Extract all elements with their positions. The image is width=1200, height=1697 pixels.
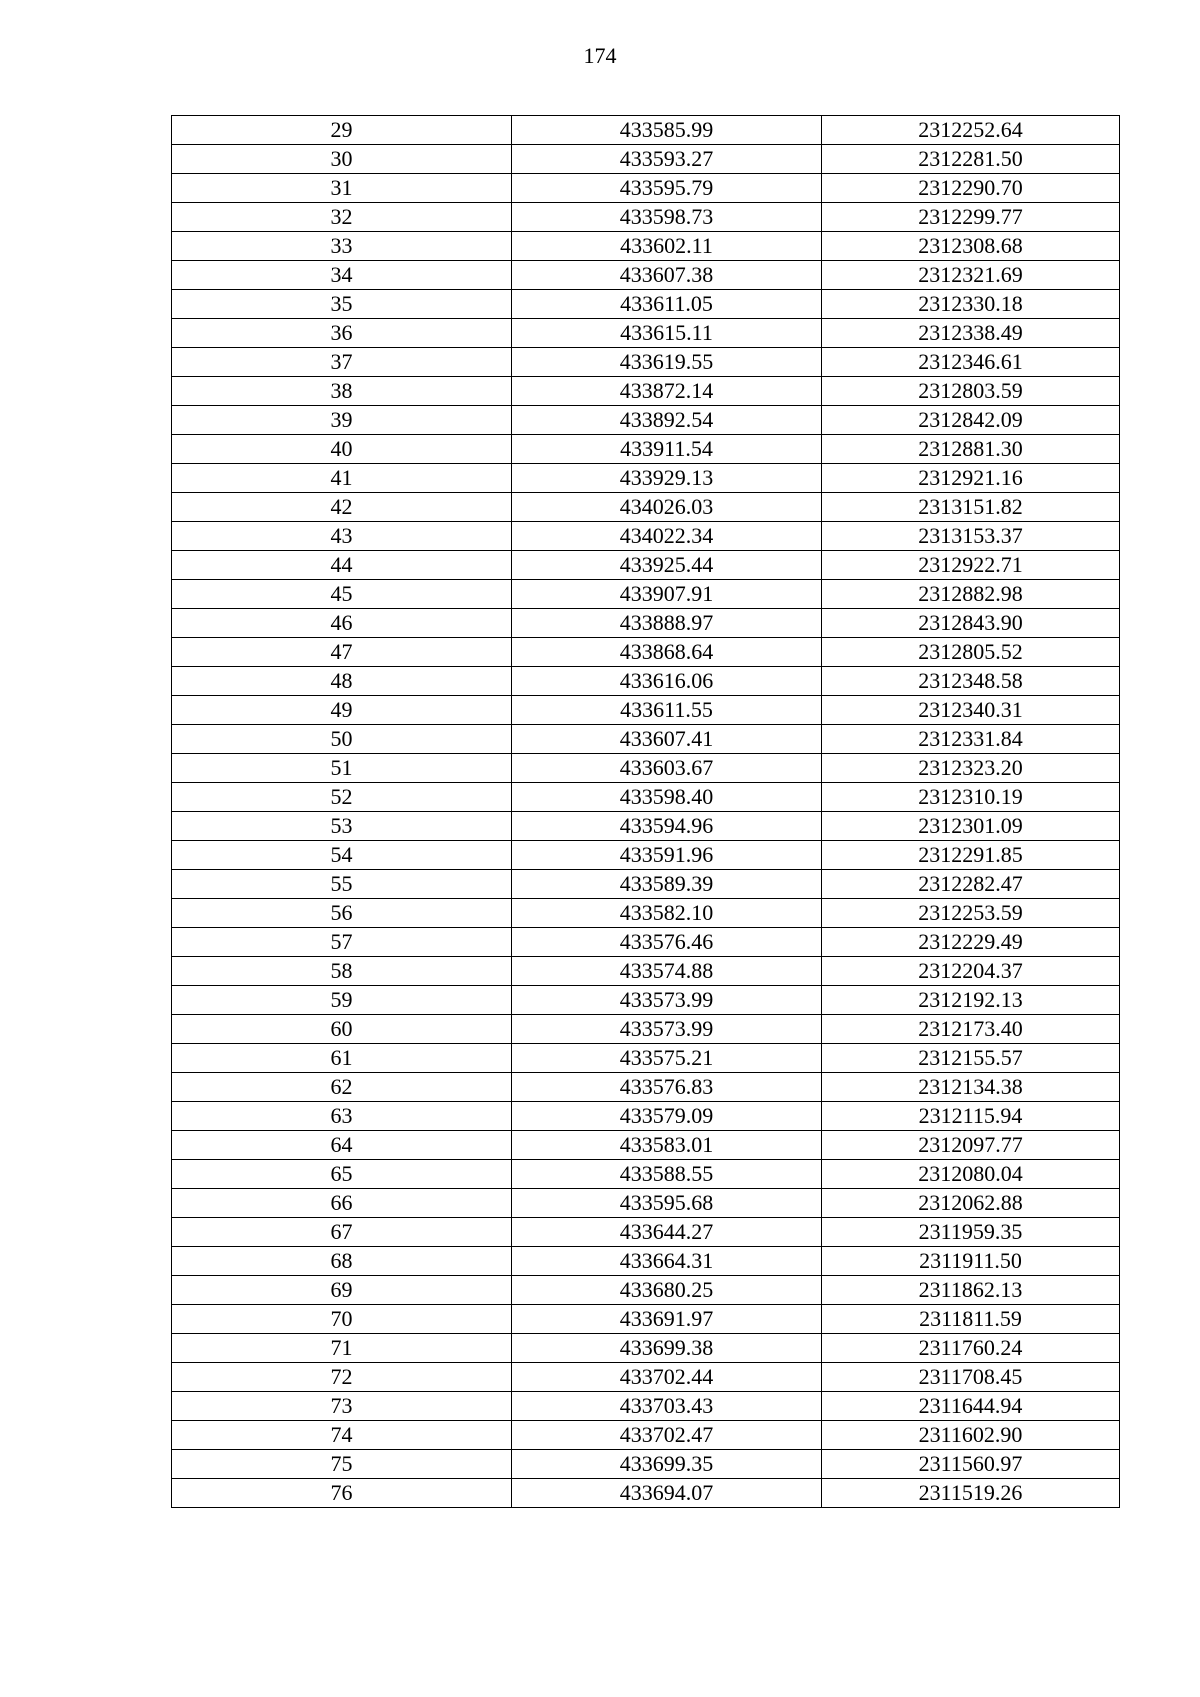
table-row [172,406,1120,435]
table-row [172,174,1120,203]
x-coordinate-cell: 433615.11 [512,319,822,348]
point-number-cell: 40 [172,435,512,464]
table-row [172,928,1120,957]
y-coordinate-cell: 2312080.04 [822,1160,1120,1189]
point-number-cell: 68 [172,1247,512,1276]
x-coordinate-cell: 433593.27 [512,145,822,174]
point-number-cell: 48 [172,667,512,696]
y-coordinate-cell: 2312134.38 [822,1073,1120,1102]
point-number-cell: 41 [172,464,512,493]
table-row [172,522,1120,551]
x-coordinate-cell: 433591.96 [512,841,822,870]
x-coordinate-cell: 433575.21 [512,1044,822,1073]
x-coordinate-cell: 433892.54 [512,406,822,435]
x-coordinate-cell: 433579.09 [512,1102,822,1131]
x-coordinate-cell: 433594.96 [512,812,822,841]
table-row [172,145,1120,174]
x-coordinate-cell: 433573.99 [512,986,822,1015]
y-coordinate-cell: 2312192.13 [822,986,1120,1015]
table-row [172,725,1120,754]
point-number-cell: 62 [172,1073,512,1102]
coordinates-table-body [172,116,1120,1508]
x-coordinate-cell: 433691.97 [512,1305,822,1334]
y-coordinate-cell: 2312252.64 [822,116,1120,145]
point-number-cell: 43 [172,522,512,551]
y-coordinate-cell: 2311760.24 [822,1334,1120,1363]
y-coordinate-cell: 2312921.16 [822,464,1120,493]
x-coordinate-cell: 433872.14 [512,377,822,406]
y-coordinate-cell: 2313153.37 [822,522,1120,551]
table-row [172,783,1120,812]
x-coordinate-cell: 433619.55 [512,348,822,377]
point-number-cell: 60 [172,1015,512,1044]
x-coordinate-cell: 433907.91 [512,580,822,609]
point-number-cell: 67 [172,1218,512,1247]
point-number-cell: 29 [172,116,512,145]
point-number-cell: 31 [172,174,512,203]
point-number-cell: 54 [172,841,512,870]
table-row [172,1305,1120,1334]
point-number-cell: 69 [172,1276,512,1305]
point-number-cell: 73 [172,1392,512,1421]
point-number-cell: 36 [172,319,512,348]
x-coordinate-cell: 433595.68 [512,1189,822,1218]
point-number-cell: 35 [172,290,512,319]
x-coordinate-cell: 433888.97 [512,609,822,638]
y-coordinate-cell: 2312882.98 [822,580,1120,609]
x-coordinate-cell: 433929.13 [512,464,822,493]
table-row [172,638,1120,667]
x-coordinate-cell: 433573.99 [512,1015,822,1044]
y-coordinate-cell: 2311644.94 [822,1392,1120,1421]
y-coordinate-cell: 2312340.31 [822,696,1120,725]
y-coordinate-cell: 2312173.40 [822,1015,1120,1044]
x-coordinate-cell: 433589.39 [512,870,822,899]
y-coordinate-cell: 2313151.82 [822,493,1120,522]
point-number-cell: 32 [172,203,512,232]
table-row [172,203,1120,232]
point-number-cell: 37 [172,348,512,377]
x-coordinate-cell: 433702.47 [512,1421,822,1450]
y-coordinate-cell: 2312321.69 [822,261,1120,290]
y-coordinate-cell: 2312229.49 [822,928,1120,957]
y-coordinate-cell: 2311959.35 [822,1218,1120,1247]
table-row [172,1479,1120,1508]
y-coordinate-cell: 2312331.84 [822,725,1120,754]
y-coordinate-cell: 2312290.70 [822,174,1120,203]
point-number-cell: 50 [172,725,512,754]
y-coordinate-cell: 2312805.52 [822,638,1120,667]
point-number-cell: 33 [172,232,512,261]
point-number-cell: 58 [172,957,512,986]
x-coordinate-cell: 433582.10 [512,899,822,928]
y-coordinate-cell: 2312922.71 [822,551,1120,580]
point-number-cell: 53 [172,812,512,841]
point-number-cell: 45 [172,580,512,609]
y-coordinate-cell: 2312155.57 [822,1044,1120,1073]
page-number: 174 [583,43,617,68]
x-coordinate-cell: 433576.83 [512,1073,822,1102]
point-number-cell: 72 [172,1363,512,1392]
y-coordinate-cell: 2311560.97 [822,1450,1120,1479]
point-number-cell: 42 [172,493,512,522]
point-number-cell: 47 [172,638,512,667]
table-row [172,1160,1120,1189]
x-coordinate-cell: 433602.11 [512,232,822,261]
y-coordinate-cell: 2311862.13 [822,1276,1120,1305]
table-row [172,116,1120,145]
table-row [172,609,1120,638]
table-row [172,754,1120,783]
x-coordinate-cell: 433574.88 [512,957,822,986]
y-coordinate-cell: 2312282.47 [822,870,1120,899]
y-coordinate-cell: 2312299.77 [822,203,1120,232]
x-coordinate-cell: 433911.54 [512,435,822,464]
point-number-cell: 75 [172,1450,512,1479]
y-coordinate-cell: 2312097.77 [822,1131,1120,1160]
table-row [172,464,1120,493]
y-coordinate-cell: 2312062.88 [822,1189,1120,1218]
x-coordinate-cell: 433699.35 [512,1450,822,1479]
table-row [172,377,1120,406]
table-row [172,812,1120,841]
point-number-cell: 56 [172,899,512,928]
table-row [172,348,1120,377]
y-coordinate-cell: 2312291.85 [822,841,1120,870]
point-number-cell: 46 [172,609,512,638]
x-coordinate-cell: 433588.55 [512,1160,822,1189]
point-number-cell: 34 [172,261,512,290]
table-row [172,1102,1120,1131]
point-number-cell: 66 [172,1189,512,1218]
y-coordinate-cell: 2312308.68 [822,232,1120,261]
table-row [172,1044,1120,1073]
y-coordinate-cell: 2311519.26 [822,1479,1120,1508]
table-row [172,696,1120,725]
table-row [172,1247,1120,1276]
x-coordinate-cell: 433583.01 [512,1131,822,1160]
table-row [172,870,1120,899]
x-coordinate-cell: 433703.43 [512,1392,822,1421]
y-coordinate-cell: 2312281.50 [822,145,1120,174]
table-row [172,841,1120,870]
point-number-cell: 57 [172,928,512,957]
y-coordinate-cell: 2312881.30 [822,435,1120,464]
table-row [172,1276,1120,1305]
y-coordinate-cell: 2311811.59 [822,1305,1120,1334]
table-row [172,551,1120,580]
table-row [172,290,1120,319]
x-coordinate-cell: 433576.46 [512,928,822,957]
y-coordinate-cell: 2312346.61 [822,348,1120,377]
point-number-cell: 52 [172,783,512,812]
point-number-cell: 70 [172,1305,512,1334]
point-number-cell: 49 [172,696,512,725]
point-number-cell: 59 [172,986,512,1015]
point-number-cell: 39 [172,406,512,435]
table-row [172,261,1120,290]
x-coordinate-cell: 433680.25 [512,1276,822,1305]
y-coordinate-cell: 2311708.45 [822,1363,1120,1392]
table-row [172,1334,1120,1363]
x-coordinate-cell: 433598.73 [512,203,822,232]
y-coordinate-cell: 2312301.09 [822,812,1120,841]
x-coordinate-cell: 433607.41 [512,725,822,754]
x-coordinate-cell: 433595.79 [512,174,822,203]
x-coordinate-cell: 433585.99 [512,116,822,145]
table-row [172,1450,1120,1479]
table-row [172,435,1120,464]
table-row [172,1073,1120,1102]
point-number-cell: 63 [172,1102,512,1131]
point-number-cell: 71 [172,1334,512,1363]
y-coordinate-cell: 2312348.58 [822,667,1120,696]
y-coordinate-cell: 2312803.59 [822,377,1120,406]
table-row [172,232,1120,261]
point-number-cell: 44 [172,551,512,580]
table-row [172,1131,1120,1160]
table-row [172,986,1120,1015]
y-coordinate-cell: 2312330.18 [822,290,1120,319]
x-coordinate-cell: 433702.44 [512,1363,822,1392]
x-coordinate-cell: 433603.67 [512,754,822,783]
table-row [172,493,1120,522]
x-coordinate-cell: 433598.40 [512,783,822,812]
table-row [172,1218,1120,1247]
point-number-cell: 38 [172,377,512,406]
x-coordinate-cell: 433694.07 [512,1479,822,1508]
table-row [172,319,1120,348]
point-number-cell: 55 [172,870,512,899]
table-row [172,1363,1120,1392]
point-number-cell: 65 [172,1160,512,1189]
point-number-cell: 61 [172,1044,512,1073]
x-coordinate-cell: 433699.38 [512,1334,822,1363]
y-coordinate-cell: 2312842.09 [822,406,1120,435]
y-coordinate-cell: 2312338.49 [822,319,1120,348]
x-coordinate-cell: 434022.34 [512,522,822,551]
x-coordinate-cell: 433925.44 [512,551,822,580]
y-coordinate-cell: 2311602.90 [822,1421,1120,1450]
x-coordinate-cell: 433607.38 [512,261,822,290]
y-coordinate-cell: 2312253.59 [822,899,1120,928]
x-coordinate-cell: 434026.03 [512,493,822,522]
table-row [172,1189,1120,1218]
x-coordinate-cell: 433611.55 [512,696,822,725]
x-coordinate-cell: 433868.64 [512,638,822,667]
y-coordinate-cell: 2312310.19 [822,783,1120,812]
coordinates-table [171,115,1120,1508]
x-coordinate-cell: 433616.06 [512,667,822,696]
y-coordinate-cell: 2312204.37 [822,957,1120,986]
table-row [172,1015,1120,1044]
y-coordinate-cell: 2312115.94 [822,1102,1120,1131]
table-row [172,899,1120,928]
point-number-cell: 51 [172,754,512,783]
table-row [172,957,1120,986]
x-coordinate-cell: 433644.27 [512,1218,822,1247]
table-row [172,667,1120,696]
table-row [172,580,1120,609]
table-row [172,1421,1120,1450]
table-row [172,1392,1120,1421]
y-coordinate-cell: 2311911.50 [822,1247,1120,1276]
point-number-cell: 76 [172,1479,512,1508]
point-number-cell: 74 [172,1421,512,1450]
x-coordinate-cell: 433611.05 [512,290,822,319]
y-coordinate-cell: 2312323.20 [822,754,1120,783]
point-number-cell: 30 [172,145,512,174]
y-coordinate-cell: 2312843.90 [822,609,1120,638]
point-number-cell: 64 [172,1131,512,1160]
x-coordinate-cell: 433664.31 [512,1247,822,1276]
